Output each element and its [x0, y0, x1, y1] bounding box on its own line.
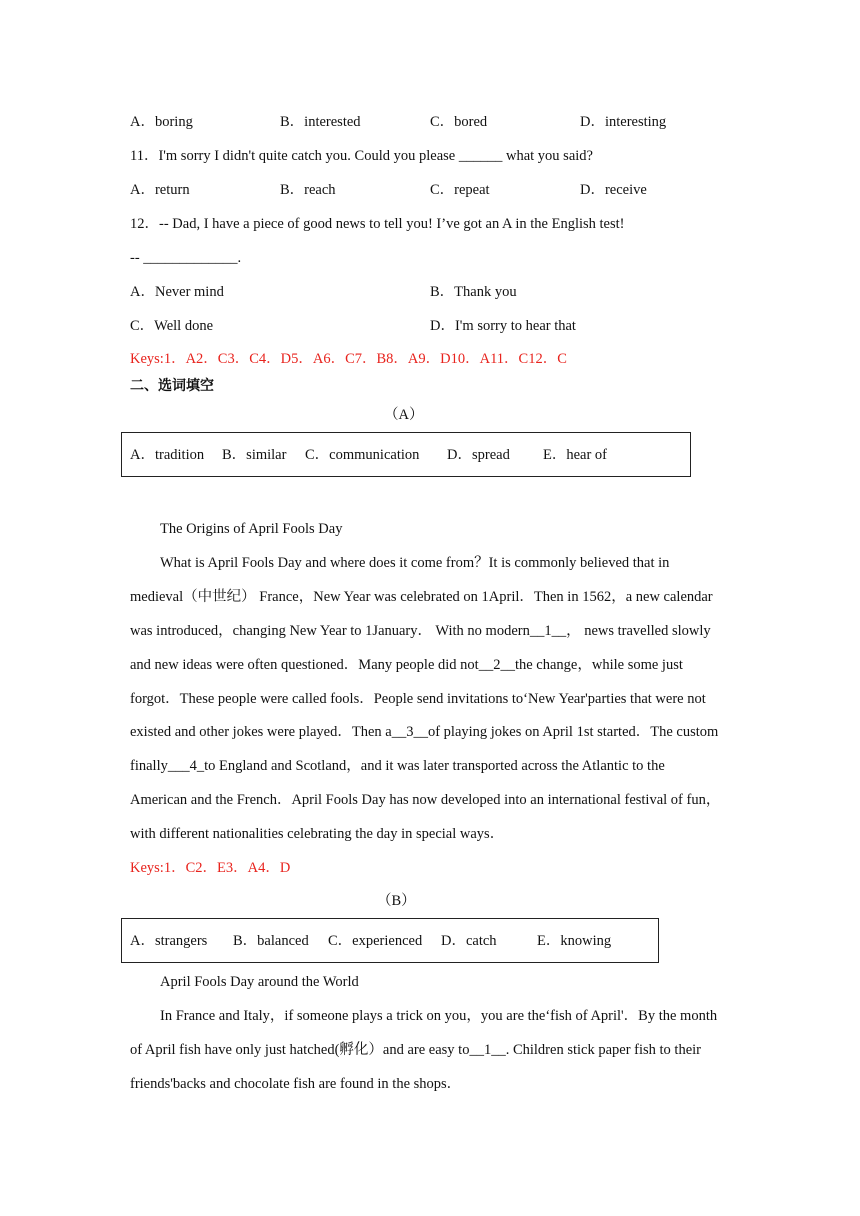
part-a-word-e: E．hear of: [543, 447, 608, 463]
q10-option-c: C．bored: [430, 114, 488, 130]
part-a-title: The Origins of April Fools Day: [160, 521, 343, 537]
part-a-line: finally___4_to England and Scotland，and it was later transported across the Atlantic to the: [130, 758, 665, 774]
part-a-line: was introduced，changing New Year to 1January． With no modern__1__， news travelled slowly: [130, 623, 711, 639]
q10-option-b: B．interested: [280, 114, 361, 130]
part-b-word-box: [121, 918, 659, 963]
part-b-line: of April fish have only just hatched(孵化）and are easy to__1__. Children stick paper fish to their: [130, 1042, 702, 1058]
q11-option-c: C．repeat: [430, 182, 490, 198]
answer-keys-part-a: Keys:1．C2．E3．A4．D: [130, 860, 291, 876]
answer-keys-section1: Keys:1．A2．C3．C4．D5．A6．C7．B8．A9．D10．A11．C12．C: [130, 351, 567, 367]
part-b-line: In France and Italy，if someone plays a trick on you，you are the‘fish of April'．By the month: [160, 1008, 718, 1024]
part-a-word-c: C．communication: [305, 447, 420, 463]
part-b-label: （B）: [377, 893, 416, 909]
q11-stem: 11．I'm sorry I didn't quite catch you. Could you please ______ what you said?: [130, 148, 593, 164]
part-a-line: American and the French．April Fools Day has now developed into an international festival of fun，: [130, 792, 721, 808]
part-a-line: existed and other jokes were played．Then a__3__of playing jokes on April 1st started．The custom: [130, 724, 719, 740]
part-b-word-e: E．knowing: [537, 933, 612, 949]
section2-heading: 二、选词填空: [130, 378, 214, 394]
q12-option-b: B．Thank you: [430, 284, 517, 300]
part-b-word-c: C．experienced: [328, 933, 423, 949]
part-a-line: forgot．These people were called fools．People send invitations to‘New Year'parties that were not: [130, 691, 706, 707]
part-b-word-d: D．catch: [441, 933, 497, 949]
part-b-word-a: A．strangers: [130, 933, 208, 949]
q12-option-c: C．Well done: [130, 318, 213, 334]
q12-option-a: A．Never mind: [130, 284, 224, 300]
q10-option-a: A．boring: [130, 114, 193, 130]
part-b-line: friends'backs and chocolate fish are found in the shops．: [130, 1076, 462, 1092]
part-a-word-box: [121, 432, 691, 477]
q11-option-a: A．return: [130, 182, 190, 198]
part-a-word-b: B．similar: [222, 447, 287, 463]
part-b-word-b: B．balanced: [233, 933, 309, 949]
part-a-line: What is April Fools Day and where does it come from？It is commonly believed that in: [160, 555, 670, 571]
part-b-title: April Fools Day around the World: [160, 974, 359, 990]
q12-reply-blank: -- _____________.: [130, 250, 242, 266]
part-a-word-d: D．spread: [447, 447, 510, 463]
part-a-line: and new ideas were often questioned．Many people did not__2__the change，while some just: [130, 657, 683, 673]
q12-stem: 12．-- Dad, I have a piece of good news to tell you! I’ve got an A in the English test!: [130, 216, 625, 232]
q10-option-d: D．interesting: [580, 114, 667, 130]
part-a-line: medieval（中世纪） France，New Year was celebrated on 1April．Then in 1562，a new calendar: [130, 589, 713, 605]
part-a-line: with different nationalities celebrating the day in special ways．: [130, 826, 505, 842]
part-a-label: （A）: [384, 407, 424, 423]
q11-option-d: D．receive: [580, 182, 647, 198]
q11-option-b: B．reach: [280, 182, 336, 198]
part-a-word-a: A．tradition: [130, 447, 205, 463]
q12-option-d: D．I'm sorry to hear that: [430, 318, 576, 334]
